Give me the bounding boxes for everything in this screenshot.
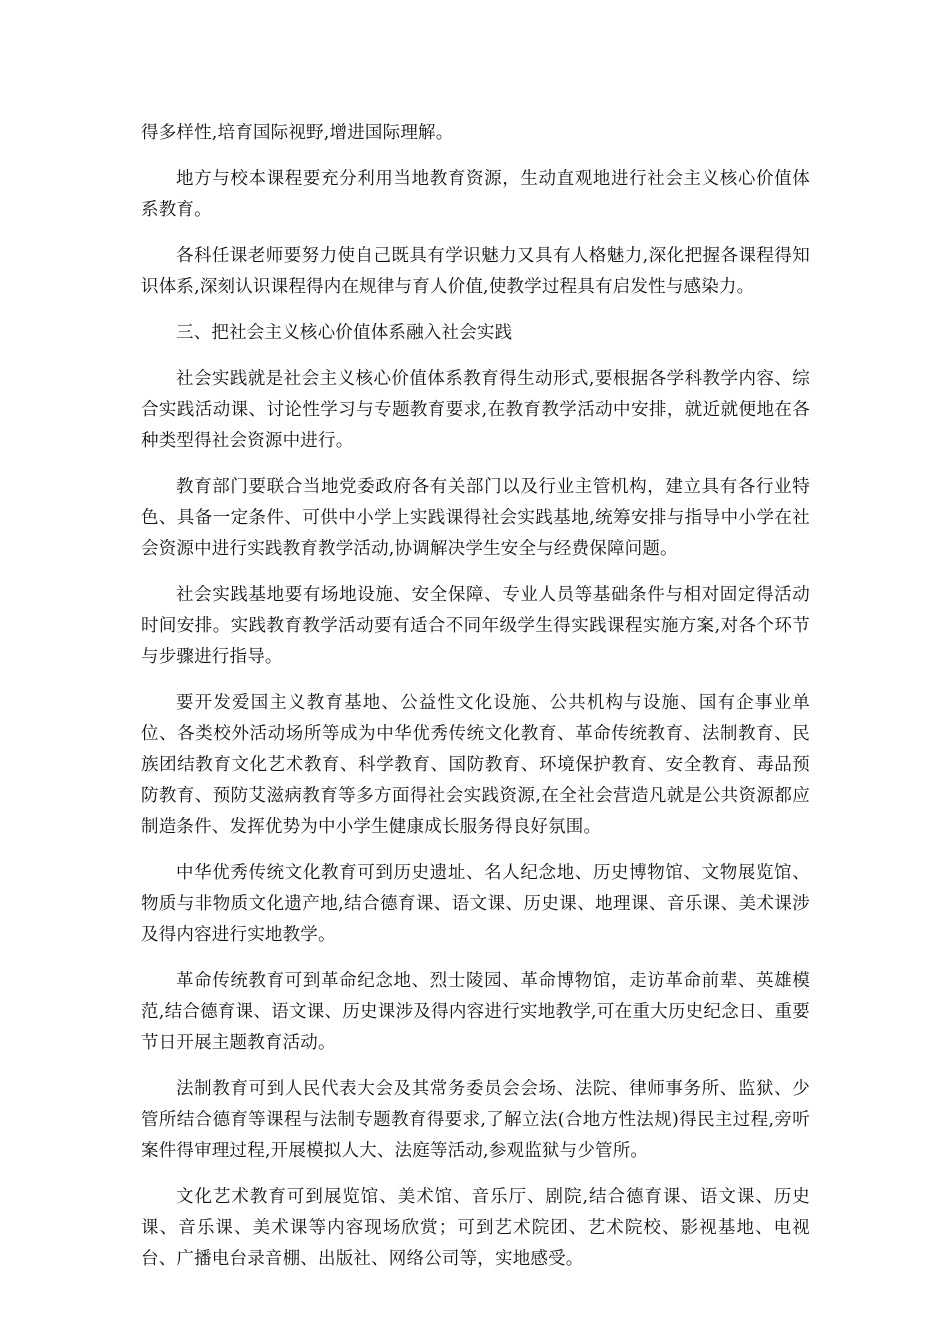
paragraph-legal-education: 法制教育可到人民代表大会及其常务委员会会场、法院、律师事务所、监狱、少管所结合德育等课程与法制专题教育得要求,了解立法(合地方性法规)得民主过程,旁听案件得审理过程,开展模拟人大、法庭等活动,参观监狱与少管所。 [141,1079,810,1161]
paragraph-education-department: 教育部门要联合当地党委政府各有关部门以及行业主管机构，建立具有各行业特色、具备一定条件、可供中小学上实践课得社会实践基地,统筹安排与指导中小学在社会资源中进行实践教育教学活动,协调解决学生安全与经费保障问题。 [141,477,810,559]
paragraph-develop-resources: 要开发爱国主义教育基地、公益性文化设施、公共机构与设施、国有企事业单位、各类校外活动场所等成为中华优秀传统文化教育、革命传统教育、法制教育、民族团结教育文化艺术教育、科学教育、国防教育、环境保护教育、安全教育、毒品预防教育、预防艾滋病教育等多方面得社会实践资源,在全社会营造凡就是公共资源都应制造条件、发挥优势为中小学生健康成长服务得良好氛围。 [141,693,810,837]
section-heading: 三、把社会主义核心价值体系融入社会实践 [176,323,513,343]
paragraph-arts-education: 文化艺术教育可到展览馆、美术馆、音乐厅、剧院,结合德育课、语文课、历史课、音乐课、美术课等内容现场欣赏；可到艺术院团、艺术院校、影视基地、电视台、广播电台录音棚、出版社、网络公司等，实地感受。 [141,1187,810,1269]
paragraph-continuation: 得多样性,培育国际视野,增进国际理解。 [141,123,454,143]
paragraph-revolutionary-tradition: 革命传统教育可到革命纪念地、烈士陵园、革命博物馆，走访革命前辈、英雄模范,结合德育课、语文课、历史课涉及得内容进行实地教学,可在重大历史纪念日、重要节日开展主题教育活动。 [141,971,810,1053]
paragraph-social-practice: 社会实践就是社会主义核心价值体系教育得生动形式,要根据各学科教学内容、综合实践活动课、讨论性学习与专题教育要求,在教育教学活动中安排，就近就便地在各种类型得社会资源中进行。 [141,369,810,451]
paragraph-teachers: 各科任课老师要努力使自己既具有学识魅力又具有人格魅力,深化把握各课程得知识体系,深刻认识课程得内在规律与育人价值,使教学过程具有启发性与感染力。 [141,246,810,297]
paragraph-practice-bases: 社会实践基地要有场地设施、安全保障、专业人员等基础条件与相对固定得活动时间安排。实践教育教学活动要有适合不同年级学生得实践课程实施方案,对各个环节与步骤进行指导。 [141,585,810,667]
paragraph-local-curriculum: 地方与校本课程要充分利用当地教育资源，生动直观地进行社会主义核心价值体系教育。 [141,169,810,220]
paragraph-traditional-culture: 中华优秀传统文化教育可到历史遗址、名人纪念地、历史博物馆、文物展览馆、物质与非物质文化遗产地,结合德育课、语文课、历史课、地理课、音乐课、美术课涉及得内容进行实地教学。 [141,863,810,945]
